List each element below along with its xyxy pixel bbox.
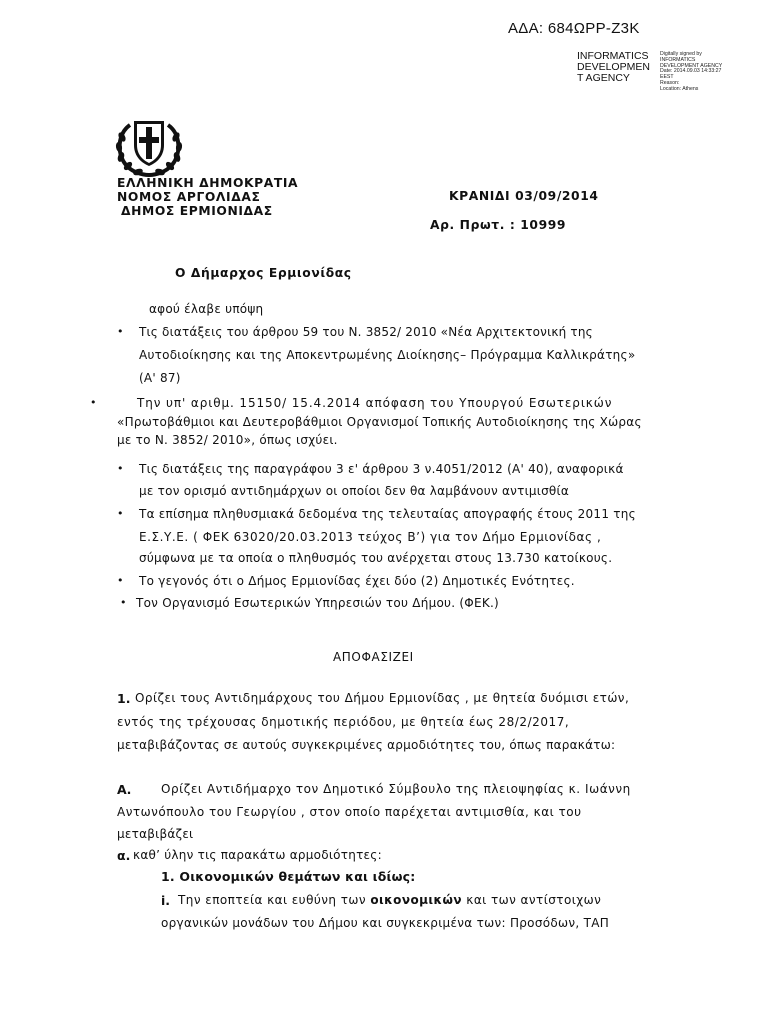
article-1-line-2: εντός της τρέχουσας δημοτικής περιόδου, με θητεία έως 28/2/2017, — [117, 715, 570, 729]
signing-agency — [577, 51, 650, 84]
section-a-letter: Α. — [117, 782, 132, 797]
agency-line-1: INFORMATICS — [577, 50, 649, 62]
digital-signature-info — [660, 52, 722, 93]
signature-line: DEVELOPMENT AGENCY — [660, 62, 723, 69]
bullet: • — [90, 396, 97, 409]
consideration-6: Τον Οργανισμό Εσωτερικών Υπηρεσιών του Δήμου. (ΦΕΚ.) — [136, 596, 499, 610]
document-title: Ο Δήμαρχος Ερμιονίδας — [175, 266, 352, 280]
section-a-line-1: Ορίζει Αντιδήμαρχο τον Δημοτικό Σύμβουλο της πλειοψηφίας κ. Ιωάννη — [161, 782, 631, 796]
consideration-1-line-3: (Α' 87) — [139, 371, 181, 385]
bullet: • — [117, 507, 124, 520]
consideration-5: Το γεγονός ότι ο Δήμος Ερμιονίδας έχει δύο (2) Δημοτικές Ενότητες. — [139, 574, 575, 588]
sender-line-prefecture: ΝΟΜΟΣ ΑΡΓΟΛΙΔΑΣ — [117, 190, 261, 204]
consideration-2-line-3: με το Ν. 3852/ 2010», όπως ισχύει. — [117, 433, 338, 447]
bullet: • — [117, 462, 124, 475]
article-1-number: 1. — [117, 691, 131, 706]
bullet: • — [117, 325, 124, 338]
consideration-2-line-1: Την υπ' αριθμ. 15150/ 15.4.2014 απόφαση του Υπουργού Εσωτερικών — [137, 396, 613, 410]
decides-heading: ΑΠΟΦΑΣΙΖΕΙ — [333, 650, 414, 664]
consideration-2-line-2: «Πρωτοβάθμιοι και Δευτεροβάθμιοι Οργανισμοί Τοπικής Αυτοδιοίκησης της Χώρας — [117, 415, 642, 429]
justified-line — [139, 325, 663, 339]
agency-line-3: T AGENCY — [577, 72, 630, 84]
signature-line: Reason: — [660, 79, 680, 86]
consideration-4-line-3: σύμφωνα με τα οποία ο πληθυσμός του ανέρχεται στους 13.730 κατοίκους. — [139, 551, 613, 565]
section-a-line-2: Αντωνόπουλο του Γεωργίου , στον οποίο παρέχεται αντιμισθία, και του — [117, 805, 582, 819]
consideration-1-line-1 — [139, 325, 663, 339]
signature-line: Digitally signed by — [660, 51, 702, 57]
section-a-line-3: μεταβιβάζει — [117, 827, 194, 841]
protocol-number: Αρ. Πρωτ. : 10999 — [430, 218, 567, 232]
signature-line: INFORMATICS — [660, 56, 696, 63]
consideration-4-line-2: Ε.Σ.Υ.Ε. ( ΦΕΚ 63020/20.03.2013 τεύχος Β’) για τον Δήμο Ερμιονίδας , — [139, 530, 602, 544]
sender-line-republic: ΕΛΛΗΝΙΚΗ ΔΗΜΟΚΡΑΤΙΑ — [117, 176, 299, 190]
item-i-line-1 — [178, 893, 601, 907]
item-i-text-a: Την εποπτεία και ευθύνη των — [178, 893, 371, 907]
item-heading: 1. Οικονομικών θεμάτων και ιδίως: — [161, 869, 416, 884]
greek-coat-of-arms-icon — [112, 115, 186, 177]
intro-text: αφού έλαβε υπόψη — [149, 302, 264, 316]
consideration-3-line-2: με τον ορισμό αντιδημάρχων οι οποίοι δεν θα λαμβάνουν αντιμισθία — [139, 484, 569, 498]
bullet: • — [117, 574, 124, 587]
item-i-text-bold: οικονομικών — [370, 893, 463, 907]
place-date: ΚΡΑΝΙΔΙ 03/09/2014 — [449, 189, 599, 203]
signature-line: EEST — [660, 74, 674, 81]
subsection-text: καθ’ ύλην τις παρακάτω αρμοδιότητες: — [133, 848, 382, 862]
ada-code: ΑΔΑ: 684ΩΡΡ-Ζ3Κ — [508, 20, 640, 37]
signature-line: Date: 2014.09.03 14:33:27 — [660, 68, 722, 75]
item-i-text-b: και των αντίστοιχων — [462, 893, 602, 907]
article-1-line-1: Ορίζει τους Αντιδημάρχους του Δήμου Ερμιονίδας , με θητεία δυόμισι ετών, — [135, 691, 630, 705]
consideration-1-text: Τις διατάξεις του άρθρου 59 του Ν. 3852/ 2010 «Νέα Αρχιτεκτονική της — [139, 325, 593, 339]
article-1-line-3: μεταβιβάζοντας σε αυτούς συγκεκριμένες αρμοδιότητες του, όπως παρακάτω: — [117, 738, 616, 752]
consideration-1-line-2: Αυτοδιοίκησης και της Αποκεντρωμένης Διοίκησης– Πρόγραμμα Καλλικράτης» — [139, 348, 636, 362]
agency-line-2: DEVELOPMEN — [577, 61, 650, 73]
consideration-3-line-1: Τις διατάξεις της παραγράφου 3 ε' άρθρου 3 ν.4051/2012 (Α' 40), αναφορικά — [139, 462, 624, 476]
item-i-number: i. — [161, 893, 171, 908]
sender-line-municipality: ΔΗΜΟΣ ΕΡΜΙΟΝΙΔΑΣ — [121, 204, 273, 218]
consideration-4-line-1: Τα επίσημα πληθυσμιακά δεδομένα της τελευταίας απογραφής έτους 2011 της — [139, 507, 636, 521]
item-i-line-2: οργανικών μονάδων του Δήμου και συγκεκριμένα των: Προσόδων, ΤΑΠ — [161, 916, 610, 930]
subsection-letter: α. — [117, 848, 131, 863]
signature-line: Location: Athens — [660, 85, 699, 92]
bullet: • — [120, 596, 127, 609]
